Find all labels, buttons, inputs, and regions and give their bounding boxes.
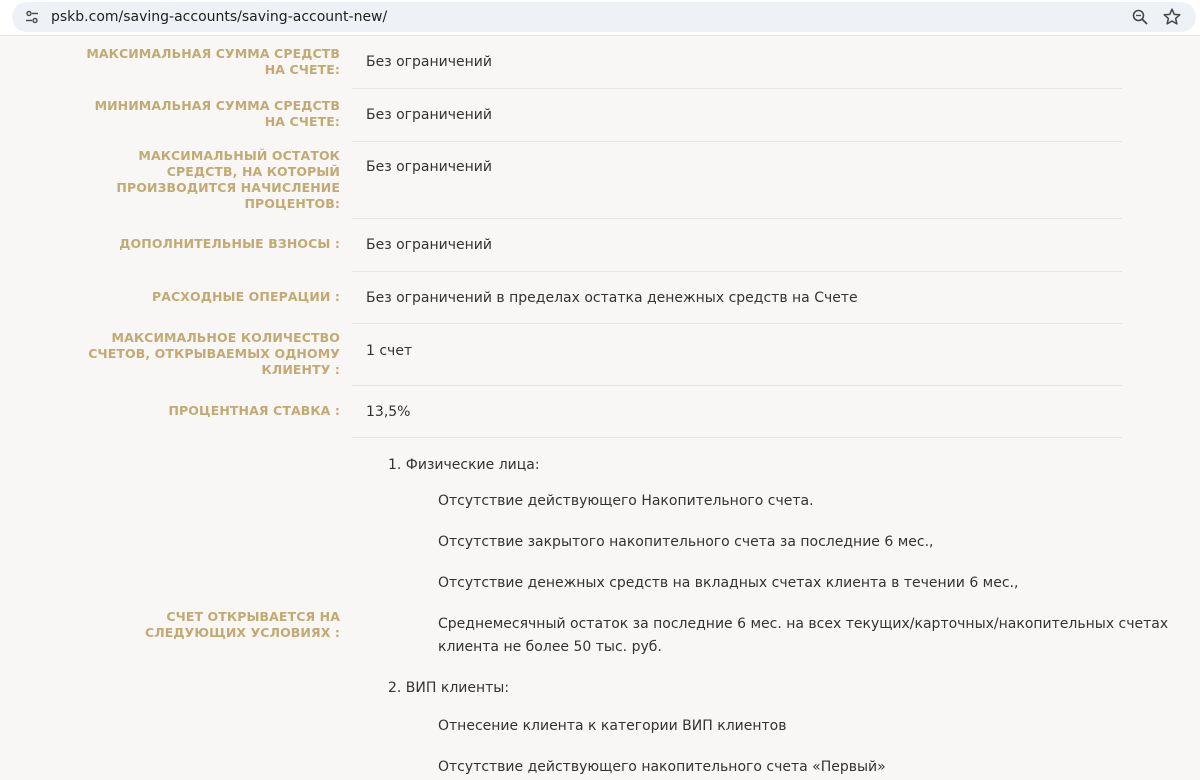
label-line: ПРОЦЕНТОВ: xyxy=(244,196,340,211)
label-line: ПРОЦЕНТНАЯ СТАВКА : xyxy=(168,403,340,418)
table-row xyxy=(60,45,1122,88)
label-line: КЛИЕНТУ : xyxy=(261,362,340,377)
row-value: 1 счет xyxy=(366,343,413,359)
row-divider xyxy=(352,141,1122,142)
row-label xyxy=(60,330,340,378)
row-value: 13,5% xyxy=(366,404,411,420)
address-bar[interactable] xyxy=(12,2,1196,32)
condition-item: Отсутствие действующего Накопительного счета. xyxy=(438,493,814,509)
row-label xyxy=(60,609,340,641)
label-line: ДОПОЛНИТЕЛЬНЫЕ ВЗНОСЫ : xyxy=(119,236,340,251)
condition-item: Отсутствие денежных средств на вкладных счетах клиента в течении 6 мес., xyxy=(438,575,1019,591)
row-label xyxy=(60,98,340,130)
condition-item xyxy=(438,613,1168,659)
label-line: ПРОИЗВОДИТСЯ НАЧИСЛЕНИЕ xyxy=(116,180,340,195)
bookmark-star-icon[interactable] xyxy=(1162,7,1182,27)
zoom-icon[interactable] xyxy=(1131,8,1149,26)
label-line: НА СЧЕТЕ: xyxy=(264,114,340,129)
row-divider xyxy=(352,218,1122,219)
label-line: НА СЧЕТЕ: xyxy=(264,62,340,77)
label-line: МАКСИМАЛЬНЫЙ ОСТАТОК xyxy=(138,148,340,163)
row-label xyxy=(60,236,340,252)
label-line: МАКСИМАЛЬНОЕ КОЛИЧЕСТВО xyxy=(111,330,340,345)
browser-toolbar xyxy=(0,0,1200,36)
condition-item: Отсутствие действующего накопительного счета «Первый» xyxy=(438,759,886,775)
row-label xyxy=(60,148,340,212)
table-row xyxy=(60,236,1122,271)
row-value: Без ограничений в пределах остатка денежных средств на Счете xyxy=(366,290,858,306)
condition-group-title: 1. Физические лица: xyxy=(388,457,540,473)
row-value: Без ограничений xyxy=(366,159,492,175)
label-line: СЧЕТ ОТКРЫВАЕТСЯ НА xyxy=(166,609,340,624)
row-divider xyxy=(352,323,1122,324)
table-row xyxy=(60,403,1122,437)
row-value: Без ограничений xyxy=(366,107,492,123)
label-line: СЛЕДУЮЩИХ УСЛОВИЯХ : xyxy=(145,625,340,640)
row-divider xyxy=(352,385,1122,386)
label-line: СЧЕТОВ, ОТКРЫВАЕМЫХ ОДНОМУ xyxy=(88,346,340,361)
condition-item-line: клиента не более 50 тыс. руб. xyxy=(438,639,662,655)
row-divider xyxy=(352,437,1122,438)
row-label xyxy=(60,46,340,78)
label-line: СРЕДСТВ, НА КОТОРЫЙ xyxy=(166,164,340,179)
label-line: МИНИМАЛЬНАЯ СУММА СРЕДСТВ xyxy=(94,98,340,113)
condition-item: Отнесение клиента к категории ВИП клиентов xyxy=(438,718,787,734)
row-label xyxy=(60,403,340,419)
table-row xyxy=(60,148,1122,218)
label-line: МАКСИМАЛЬНАЯ СУММА СРЕДСТВ xyxy=(86,46,340,61)
row-value: Без ограничений xyxy=(366,54,492,70)
row-divider xyxy=(352,88,1122,89)
condition-group-title: 2. ВИП клиенты: xyxy=(388,680,510,696)
site-settings-icon[interactable] xyxy=(25,10,39,24)
table-row xyxy=(60,98,1122,141)
table-row xyxy=(60,289,1122,323)
row-value: Без ограничений xyxy=(366,237,492,253)
condition-item: Отсутствие закрытого накопительного счета за последние 6 мес., xyxy=(438,534,934,550)
row-label xyxy=(60,289,340,305)
condition-item-line: Среднемесячный остаток за последние 6 мес. на всех текущих/карточных/накопительных счетах xyxy=(438,616,1169,632)
label-line: РАСХОДНЫЕ ОПЕРАЦИИ : xyxy=(151,289,340,304)
table-row xyxy=(60,330,1122,385)
url-text[interactable]: pskb.com/saving-accounts/saving-account-new/ xyxy=(51,9,388,25)
row-divider xyxy=(352,271,1122,272)
